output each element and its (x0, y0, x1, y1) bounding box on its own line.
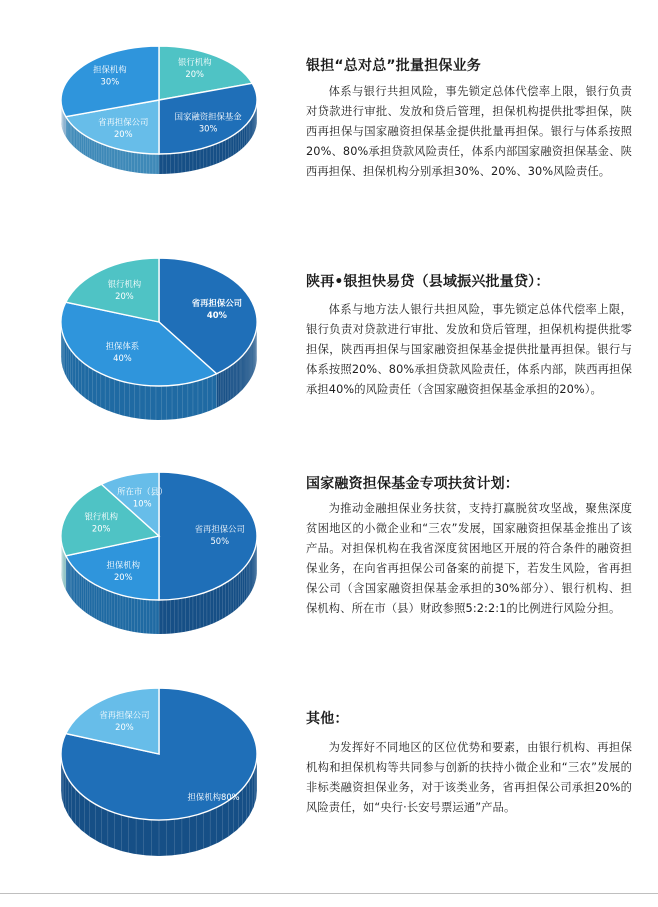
slice-label-value: 20% (185, 68, 205, 79)
slice-label-name: 国家融资担保基金 (174, 111, 242, 122)
section-3-title: 国家融资担保基金专项扶贫计划： (306, 476, 519, 492)
section-1-body: 体系与银行共担风险，事先锁定总体代偿率上限，银行负责对贷款进行审批、发放和贷后管理，担保机构提供批零担保，陕西再担保与国家融资担保基金提供批量再担保。银行与体系按照20%、80%承担贷款风险责任，体系内部国家融资担保基金、陕西再担保、担保机构分别承担30%、20%、30%风险责任。 (306, 85, 632, 178)
slice-label-name: 省再担保公司 (191, 298, 243, 309)
slice-label-value: 20% (91, 523, 111, 534)
pie-chart-3-svg (56, 472, 266, 644)
pie-chart-4 (56, 688, 266, 870)
bottom-divider (0, 893, 658, 894)
section-1-title: 银担“总对总”批量担保业务 (306, 58, 482, 74)
slice-label-name: 银行机构 (84, 511, 118, 522)
slice-label-name: 所在市（县） (117, 486, 168, 497)
slice-label-value: 10% (132, 498, 152, 509)
pie-chart-1 (56, 38, 266, 188)
pie-chart-1-svg (56, 38, 266, 188)
pie-chart-4-svg (56, 688, 266, 870)
slice-label-value: 40% (206, 310, 227, 321)
section-2-body: 体系与地方法人银行共担风险，事先锁定总体代偿率上限，银行负责对贷款进行审批、发放和贷后管理，担保机构提供批零担保，陕西再担保与国家融资担保基金提供批量再担保。银行与体系按照20%、80%承担贷款风险责任，体系内部，陕西再担保承担40%的风险责任（含国家融资担保基金承担的20%）。 (306, 303, 632, 396)
slice-label-value: 20% (113, 129, 133, 140)
slice-label-name: 省再担保公司 (194, 524, 245, 534)
slice-label-value: 20% (115, 290, 134, 301)
slice-label-value: 30% (198, 123, 218, 134)
slice-label-name: 省再担保公司 (98, 117, 149, 128)
section-2-title: 陕再•银担快易贷（县域振兴批量贷）： (306, 274, 550, 290)
slice-label-value: 40% (113, 353, 132, 364)
slice-label-name: 银行机构 (177, 56, 212, 67)
section-4-title: 其他： (306, 711, 349, 727)
section-3-body: 为推动金融担保业务扶贫，支持打赢脱贫攻坚战，聚焦深度贫困地区的小微企业和“三农”发展，国家融资担保基金推出了该产品。对担保机构在我省深度贫困地区开展的符合条件的融资担保业务，在向省再担保公司备案的前提下，若发生风险，省再担保公司（含国家融资担保基金承担的30%部分）、银行机构、担保机构、所在市（县）财政参照5:2:2:1的比例进行风险分担。 (306, 502, 632, 615)
slice-label-name: 银行机构 (107, 278, 142, 289)
slice-label-name: 担保体系 (105, 341, 140, 352)
slice-label-name: 担保机构 (93, 64, 127, 75)
slice-label-value: 50% (210, 536, 230, 546)
slice-label-name: 担保机构 (106, 560, 141, 571)
pie-chart-3 (56, 472, 266, 644)
section-4-body: 为发挥好不同地区的区位优势和要素，由银行机构、再担保机构和担保机构等共同参与创新的扶持小微企业和“三农”发展的非标类融资担保业务，对于该类业务，省再担保公司承担20%的风险责任，如“央行·长安号票运通”产品。 (306, 741, 632, 814)
slice-label-value: 担保机构80% (187, 792, 240, 803)
slice-label-name: 省再担保公司 (99, 709, 150, 720)
pie-chart-2-svg (56, 258, 266, 430)
slice-label-value: 30% (100, 76, 120, 87)
slice-label-value: 20% (113, 572, 133, 583)
slice-label-value: 20% (115, 721, 134, 732)
pie-chart-2 (56, 258, 266, 430)
